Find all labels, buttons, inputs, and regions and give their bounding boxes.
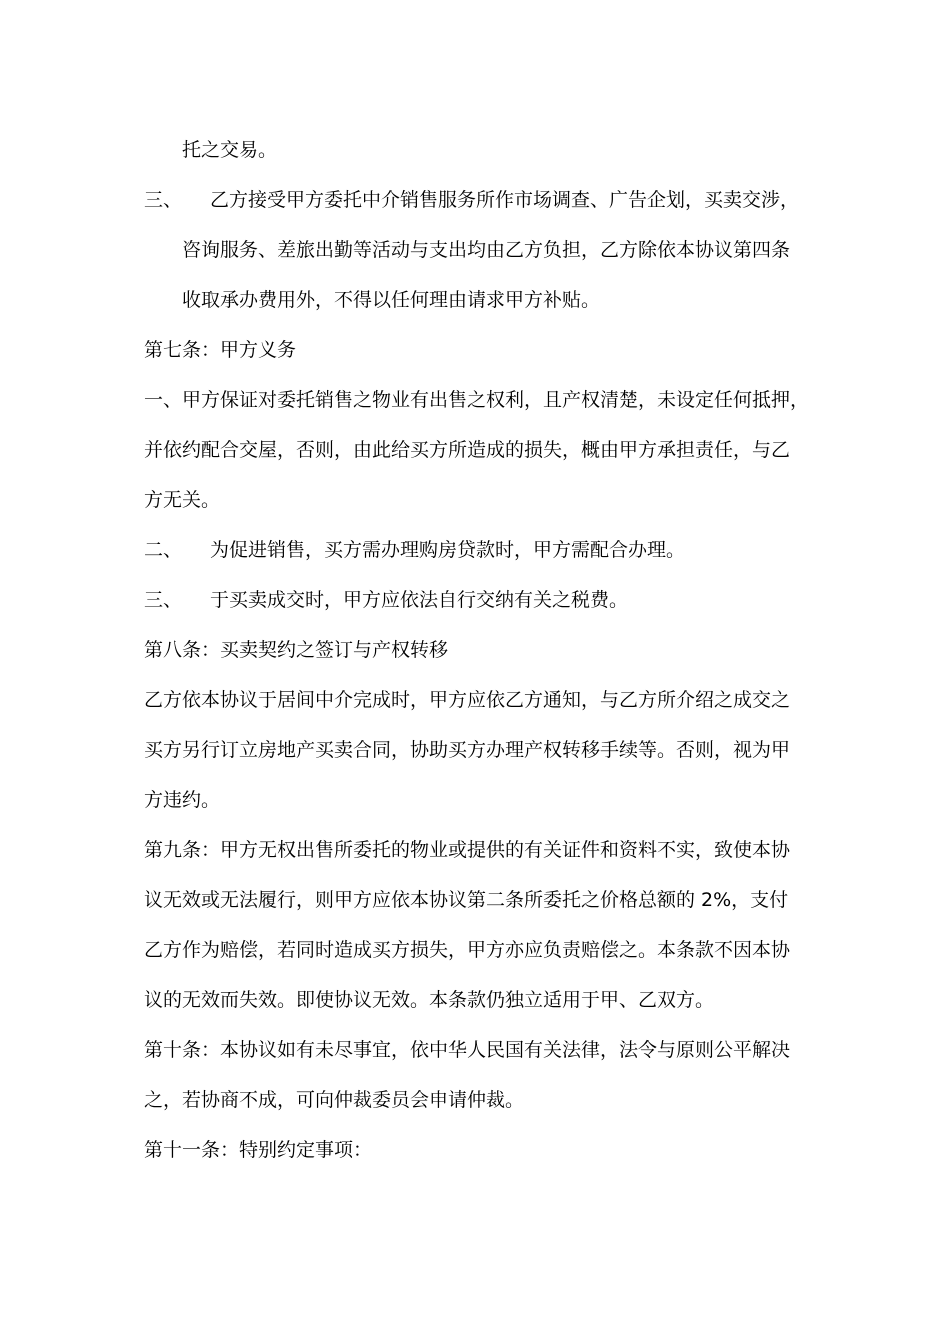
section-heading-7: 第七条：甲方义务 (144, 339, 297, 361)
text-line: 乙方依本协议于居间中介完成时，甲方应依乙方通知，与乙方所介绍之成交之 (144, 689, 791, 711)
text-line: 之，若协商不成，可向仲裁委员会申请仲裁。 (144, 1089, 525, 1111)
text-line: 议的无效而失效。即使协议无效。本条款仍独立适用于甲、乙双方。 (144, 989, 715, 1011)
list-item-2 (144, 525, 824, 575)
section-heading-11: 第十一条：特别约定事项： (144, 1139, 373, 1161)
list-item-text: 为促进销售，买方需办理购房贷款时，甲方需配合办理。 (210, 539, 686, 561)
section-heading-10: 第十条：本协议如有未尽事宜，依中华人民国有关法律，法令与原则公平解决 (144, 1039, 791, 1061)
text-line: 收取承办费用外，不得以任何理由请求甲方补贴。 (182, 289, 601, 311)
text-line: 议无效或无法履行，则甲方应依本协议第二条所委托之价格总额的 2%，支付 (144, 889, 789, 911)
list-item-text: 于买卖成交时，甲方应依法自行交纳有关之税费。 (210, 589, 629, 611)
text-line: 方违约。 (144, 789, 221, 811)
text-line: 方无关。 (144, 489, 221, 511)
text-line: 买方另行订立房地产买卖合同，协助买方办理产权转移手续等。否则，视为甲 (144, 739, 791, 761)
list-item-text: 乙方接受甲方委托中介销售服务所作市场调查、广告企划，买卖交涉， (210, 189, 800, 211)
list-number: 三、 (144, 189, 183, 211)
list-number: 三、 (144, 589, 183, 611)
list-number: 二、 (144, 539, 183, 561)
section-heading-9: 第九条：甲方无权出售所委托的物业或提供的有关证件和资料不实，致使本协 (144, 839, 791, 861)
list-item-3 (144, 575, 824, 625)
text-line: 一、甲方保证对委托销售之物业有出售之权利，且产权清楚，未设定任何抵押， (144, 389, 810, 411)
list-item-3 (144, 175, 824, 225)
text-line: 咨询服务、差旅出勤等活动与支出均由乙方负担，乙方除依本协议第四条 (182, 239, 791, 261)
text-line: 乙方作为赔偿，若同时造成买方损失，甲方亦应负责赔偿之。本条款不因本协 (144, 939, 791, 961)
text-line: 并依约配合交屋，否则，由此给买方所造成的损失，概由甲方承担责任，与乙 (144, 439, 791, 461)
text-line: 托之交易。 (182, 139, 278, 161)
section-heading-8: 第八条：买卖契约之签订与产权转移 (144, 639, 449, 661)
